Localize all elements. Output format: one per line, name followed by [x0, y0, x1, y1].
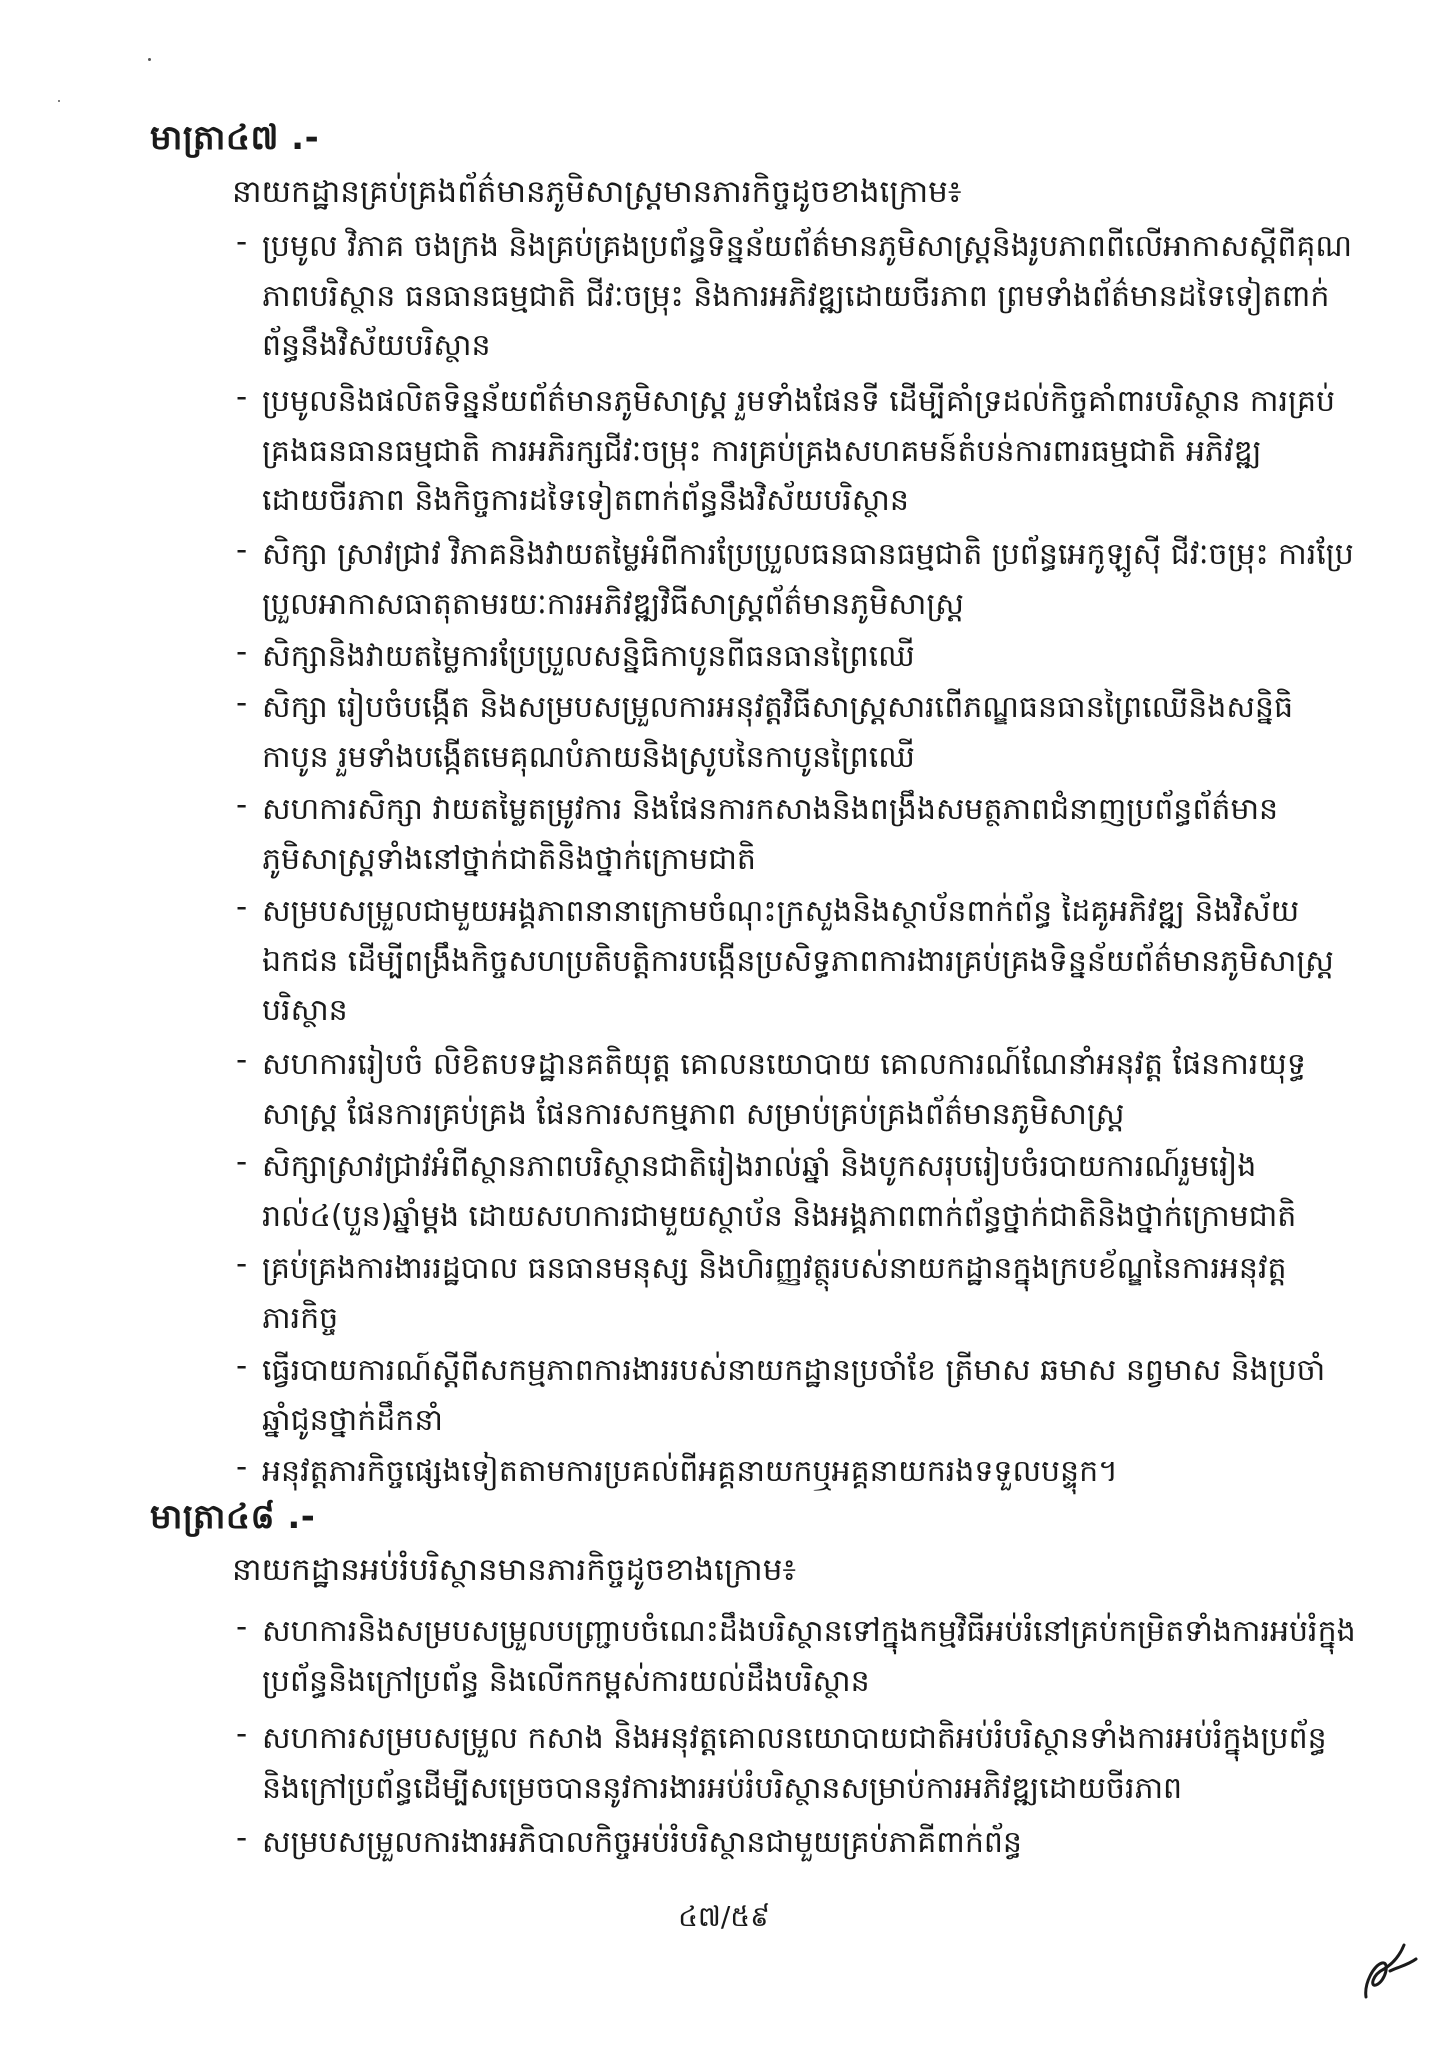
list-item-text: សិក្សាស្រាវជ្រាវអំពីស្ថានភាពបរិស្ថានជាតិរៀងរាល់ឆ្នាំ និងបូកសរុបរៀបចំរបាយការណ៍រួមរៀងរាល់៤(បួន)ឆ្នាំម្តង ដោយសហការជាមួយស្ថាប័ន និងអង្គភាពពាក់ព័ន្ធថ្នាក់ជាតិនិងថ្នាក់ក្រោមជាតិ	[262, 1149, 1297, 1234]
list-item-text: ប្រមូលនិងផលិតទិន្នន័យព័ត៌មានភូមិសាស្ត្រ រួមទាំងផែនទី ដើម្បីគាំទ្រដល់កិច្ចគាំពារបរិស្ថាន ការគ្រប់គ្រងធនធានធម្មជាតិ ការអភិរក្សជីវៈចម្រុះ ការគ្រប់គ្រងសហគមន៍តំបន់ការពារធម្មជាតិ អភិវឌ្ឍដោយចីរភាព និងកិច្ចការដទៃទៀតពាក់ព័ន្ធនឹងវិស័យបរិស្ថាន	[262, 384, 1336, 518]
bullet-dash: -	[236, 1820, 248, 1856]
list-item	[236, 1714, 1356, 1813]
list-item	[236, 1447, 1356, 1497]
bullet-dash: -	[236, 1449, 248, 1485]
handwritten-initial	[1360, 1935, 1420, 2005]
list-item	[236, 785, 1356, 884]
list-item	[236, 887, 1356, 1036]
list-item-text: សហការសិក្សា វាយតម្លៃតម្រូវការ និងផែនការកសាងនិងពង្រឹងសមត្ថភាពជំនាញប្រព័ន្ធព័ត៌មានភូមិសាស្ត្រទាំងនៅថ្នាក់ជាតិនិងថ្នាក់ក្រោមជាតិ	[262, 792, 1279, 877]
list-item	[236, 377, 1356, 526]
list-item	[236, 1346, 1356, 1445]
bullet-dash: -	[236, 1609, 248, 1645]
scan-speck	[148, 58, 151, 61]
list-item-text: គ្រប់គ្រងការងាររដ្ឋបាល ធនធានមនុស្ស និងហិរញ្ញវត្ថុរបស់នាយកដ្ឋានក្នុងក្របខ័ណ្ឌនៃការអនុវត្តភារកិច្ច	[262, 1251, 1287, 1336]
list-item	[236, 1040, 1356, 1139]
scan-speck	[58, 100, 60, 102]
article-47-heading: មាត្រា៤៧ .-	[150, 118, 320, 158]
list-item-text: ប្រមូល វិភាគ ចងក្រង និងគ្រប់គ្រងប្រព័ន្ធទិន្នន័យព័ត៌មានភូមិសាស្ត្រនិងរូបភាពពីលើអាកាសស្តីពីគុណភាពបរិស្ថាន ធនធានធម្មជាតិ ជីវៈចម្រុះ និងការអភិវឌ្ឍដោយចីរភាព ព្រមទាំងព័ត៌មានដទៃទៀតពាក់ព័ន្ធនឹងវិស័យបរិស្ថាន	[262, 229, 1353, 363]
bullet-dash: -	[236, 1716, 248, 1752]
list-item-text: សម្របសម្រួលជាមួយអង្គភាពនានាក្រោមចំណុះក្រសួងនិងស្ថាប័នពាក់ព័ន្ធ ដៃគូអភិវឌ្ឍ និងវិស័យឯកជន ដើម្បីពង្រឹងកិច្ចសហប្រតិបត្តិការបង្កើនប្រសិទ្ធភាពការងារគ្រប់គ្រងទិន្នន័យព័ត៌មានភូមិសាស្ត្របរិស្ថាន	[262, 894, 1334, 1028]
list-item	[236, 1607, 1356, 1706]
bullet-dash: -	[236, 787, 248, 823]
bullet-dash: -	[236, 532, 248, 568]
bullet-dash: -	[236, 889, 248, 925]
list-item-text: ធ្វើរបាយការណ៍ស្តីពីសកម្មភាពការងាររបស់នាយកដ្ឋានប្រចាំខែ ត្រីមាស ឆមាស នព្វមាស និងប្រចាំឆ្នាំជូនថ្នាក់ដឹកនាំ	[262, 1353, 1326, 1438]
list-item-text: សហការរៀបចំ លិខិតបទដ្ឋានគតិយុត្ត គោលនយោបាយ គោលការណ៍ណែនាំអនុវត្ត ផែនការយុទ្ធសាស្ត្រ ផែនការគ្រប់គ្រង ផែនការសកម្មភាព សម្រាប់គ្រប់គ្រងព័ត៌មានភូមិសាស្ត្រ	[262, 1047, 1306, 1132]
bullet-dash: -	[236, 1348, 248, 1384]
bullet-dash: -	[236, 1042, 248, 1078]
bullet-dash: -	[236, 379, 248, 415]
list-item	[236, 1818, 1356, 1868]
article-47-intro: នាយកដ្ឋានគ្រប់គ្រងព័ត៌មានភូមិសាស្ត្រមានភារកិច្ចដូចខាងក្រោម៖	[232, 174, 962, 210]
list-item	[236, 530, 1356, 629]
page-number: ៤៧/៥៩	[678, 1900, 770, 1933]
list-item-text: សហការសម្របសម្រួល កសាង និងអនុវត្តគោលនយោបាយជាតិអប់រំបរិស្ថានទាំងការអប់រំក្នុងប្រព័ន្ធនិងក្រៅប្រព័ន្ធដើម្បីសម្រេចបាននូវការងារអប់រំបរិស្ថានសម្រាប់ការអភិវឌ្ឍដោយចីរភាព	[262, 1721, 1327, 1806]
article-48-heading: មាត្រា៤៨ .-	[150, 1497, 316, 1537]
list-item-text: សិក្សា រៀបចំបង្កើត និងសម្របសម្រួលការអនុវត្តវិធីសាស្ត្រសារពើភណ្ឌធនធានព្រៃឈើនិងសន្និធិកាបូន រួមទាំងបង្កើតមេគុណបំភាយនិងស្រូបនៃកាបូនព្រៃឈើ	[262, 690, 1293, 775]
list-item	[236, 1244, 1356, 1343]
list-item	[236, 1142, 1356, 1241]
list-item-text: សិក្សានិងវាយតម្លៃការប្រែប្រួលសន្និធិកាបូនពីធនធានព្រៃឈើ	[262, 639, 915, 674]
list-item-text: សហការនិងសម្របសម្រួលបញ្ជ្រាបចំណេះដឹងបរិស្ថានទៅក្នុងកម្មវិធីអប់រំនៅគ្រប់កម្រិតទាំងការអប់រំក្នុងប្រព័ន្ធនិងក្រៅប្រព័ន្ធ និងលើកកម្ពស់ការយល់ដឹងបរិស្ថាន	[262, 1614, 1356, 1699]
article-48-intro: នាយកដ្ឋានអប់រំបរិស្ថានមានភារកិច្ចដូចខាងក្រោម៖	[232, 1552, 796, 1588]
list-item-text: សិក្សា ស្រាវជ្រាវ វិភាគនិងវាយតម្លៃអំពីការប្រែប្រួលធនធានធម្មជាតិ ប្រព័ន្ធអេកូឡូស៊ី ជីវៈចម្រុះ ការប្រែប្រួលអាកាសធាតុតាមរយៈការអភិវឌ្ឍវិធីសាស្ត្រព័ត៌មានភូមិសាស្ត្រ	[262, 537, 1354, 622]
bullet-dash: -	[236, 634, 248, 670]
bullet-dash: -	[236, 1246, 248, 1282]
list-item	[236, 222, 1356, 371]
list-item	[236, 632, 1356, 682]
list-item-text: អនុវត្តភារកិច្ចផ្សេងទៀតតាមការប្រគល់ពីអគ្គនាយកឬអគ្គនាយករងទទួលបន្ទុក។	[262, 1454, 1118, 1489]
bullet-dash: -	[236, 224, 248, 260]
list-item	[236, 683, 1356, 782]
list-item-text: សម្របសម្រួលការងារអភិបាលកិច្ចអប់រំបរិស្ថានជាមួយគ្រប់ភាគីពាក់ព័ន្ធ	[262, 1825, 1022, 1860]
bullet-dash: -	[236, 685, 248, 721]
bullet-dash: -	[236, 1144, 248, 1180]
